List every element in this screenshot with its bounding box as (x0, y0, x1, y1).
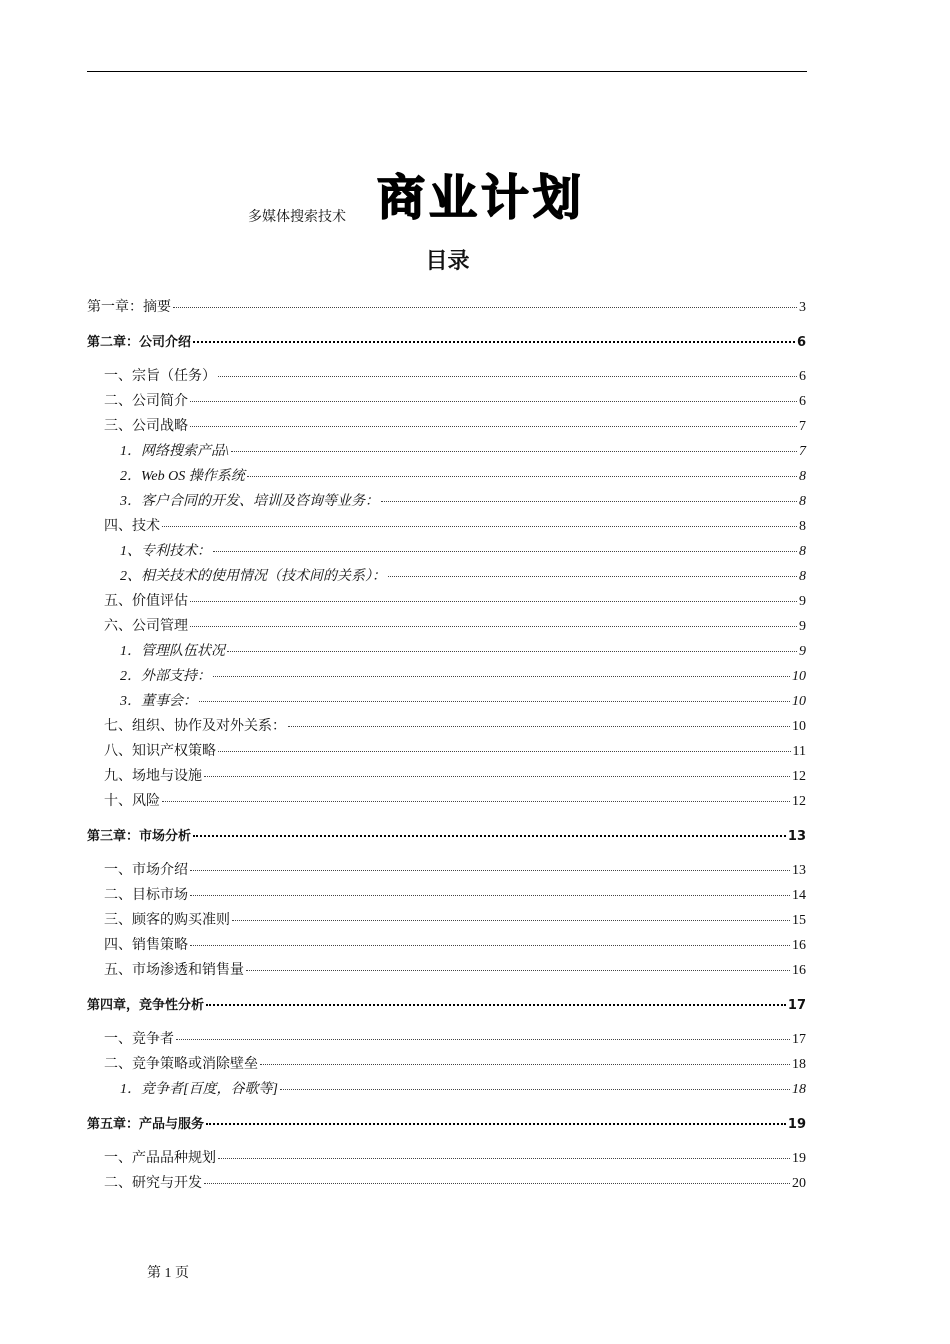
toc-entry-title: 二、竞争策略或消除壁垒 (104, 1057, 258, 1072)
toc-dot-leader (231, 451, 797, 452)
toc-entry-page: 17 (792, 1032, 806, 1047)
toc-entry-page: 14 (792, 888, 806, 903)
toc-entry-page: 18 (792, 1057, 806, 1072)
toc-dot-leader (162, 526, 797, 527)
toc-entry-page: 9 (799, 644, 806, 659)
toc-entry[interactable] (104, 884, 806, 904)
toc-dot-leader (218, 376, 797, 377)
toc-entry-title: 1．管理队伍状况 (120, 644, 225, 659)
toc-entry-page: 11 (792, 744, 806, 759)
toc-entry-page: 17 (787, 998, 806, 1013)
toc-entry-title: 1、专利技术： (120, 544, 211, 559)
toc-entry[interactable] (104, 765, 806, 785)
toc-dot-leader (206, 1123, 786, 1125)
toc-dot-leader (381, 501, 797, 502)
toc-dot-leader (246, 970, 790, 971)
toc-entry[interactable] (104, 1053, 806, 1073)
toc-dot-leader (227, 651, 797, 652)
page-number: 第 1 页 (147, 1266, 189, 1281)
toc-dot-leader (204, 776, 790, 777)
toc-entry-page: 9 (799, 619, 806, 634)
toc-entry[interactable] (104, 1028, 806, 1048)
toc-entry[interactable] (120, 690, 806, 710)
toc-entry-title: 七、组织、协作及对外关系： (104, 719, 286, 734)
toc-entry[interactable] (87, 296, 806, 316)
toc-entry-title: 六、公司管理 (104, 619, 188, 634)
toc-dot-leader (193, 835, 786, 837)
toc-dot-leader (213, 551, 797, 552)
toc-entry[interactable] (104, 959, 806, 979)
toc-dot-leader (190, 945, 790, 946)
toc-entry-page: 8 (799, 494, 806, 509)
document-subtitle: 多媒体搜索技术 (248, 210, 346, 225)
toc-entry-title: 第一章：摘要 (87, 300, 171, 315)
toc-entry[interactable] (104, 590, 806, 610)
toc-entry-title: 五、价值评估 (104, 594, 188, 609)
toc-entry-page: 18 (792, 1082, 806, 1097)
toc-entry[interactable] (120, 665, 806, 685)
toc-entry-title: 一、宗旨（任务） (104, 369, 216, 384)
toc-entry-title: 第四章，竞争性分析 (87, 998, 205, 1013)
toc-entry-page: 9 (799, 594, 806, 609)
toc-entry[interactable] (104, 515, 806, 535)
toc-dot-leader (206, 1004, 786, 1006)
toc-entry-title: 五、市场渗透和销售量 (104, 963, 244, 978)
toc-entry[interactable] (87, 1113, 806, 1133)
toc-entry-title: 3．客户合同的开发、培训及咨询等业务： (120, 494, 379, 509)
toc-entry-page: 7 (799, 419, 806, 434)
toc-entry-page: 8 (799, 469, 806, 484)
toc-entry-page: 8 (799, 544, 806, 559)
toc-dot-leader (176, 1039, 790, 1040)
toc-entry[interactable] (104, 1147, 806, 1167)
toc-entry[interactable] (87, 825, 806, 845)
toc-entry[interactable] (104, 934, 806, 954)
toc-entry-title: 二、研究与开发 (104, 1176, 202, 1191)
toc-entry-title: 八、知识产权策略 (104, 744, 216, 759)
toc-entry[interactable] (87, 994, 806, 1014)
toc-dot-leader (190, 426, 797, 427)
toc-entry-page: 8 (799, 519, 806, 534)
toc-entry[interactable] (87, 331, 806, 351)
toc-entry-title: 2．Web OS 操作系统 (120, 469, 245, 484)
toc-entry[interactable] (104, 790, 806, 810)
toc-entry-title: 三、顾客的购买准则 (104, 913, 230, 928)
toc-entry[interactable] (104, 740, 806, 760)
toc-entry[interactable] (120, 565, 806, 585)
toc-dot-leader (280, 1089, 790, 1090)
toc-entry-title: 十、风险 (104, 794, 160, 809)
toc-entry-title: 3．董事会： (120, 694, 197, 709)
toc-entry-title: 1．竞争者[百度，谷歌等] (120, 1082, 278, 1097)
toc-entry-page: 12 (792, 769, 806, 784)
toc-entry[interactable] (120, 1078, 806, 1098)
toc-entry-page: 16 (792, 963, 806, 978)
toc-entry[interactable] (120, 640, 806, 660)
toc-dot-leader (190, 601, 797, 602)
toc-entry-title: 第五章：产品与服务 (87, 1117, 205, 1132)
toc-entry[interactable] (120, 465, 806, 485)
toc-entry-title: 二、目标市场 (104, 888, 188, 903)
toc-dot-leader (193, 341, 795, 343)
toc-entry-page: 12 (792, 794, 806, 809)
toc-entry-title: 一、市场介绍 (104, 863, 188, 878)
toc-entry-title: 一、竞争者 (104, 1032, 174, 1047)
toc-entry-page: 6 (799, 369, 806, 384)
toc-entry-title: 四、技术 (104, 519, 160, 534)
toc-dot-leader (218, 751, 791, 752)
toc-dot-leader (247, 476, 797, 477)
toc-dot-leader (388, 576, 797, 577)
title-block (0, 172, 950, 232)
toc-dot-leader (199, 701, 790, 702)
toc-entry-page: 13 (787, 829, 806, 844)
toc-entry-page: 16 (792, 938, 806, 953)
toc-entry[interactable] (104, 415, 806, 435)
toc-dot-leader (260, 1064, 790, 1065)
toc-entry-title: 1．网络搜索产品\ (120, 444, 229, 459)
toc-dot-leader (204, 1183, 790, 1184)
toc-entry[interactable] (120, 540, 806, 560)
toc-entry-page: 10 (792, 694, 806, 709)
toc-entry[interactable] (104, 365, 806, 385)
toc-dot-leader (232, 920, 790, 921)
toc-entry-title: 第三章：市场分析 (87, 829, 192, 844)
toc-entry-title: 2、相关技术的使用情况（技术间的关系）： (120, 569, 386, 584)
toc-entry[interactable] (104, 390, 806, 410)
document-title: 商业计划 (377, 170, 586, 226)
toc-entry-page: 7 (799, 444, 806, 459)
toc-dot-leader (190, 870, 790, 871)
toc-entry[interactable] (120, 440, 806, 460)
toc-entry-page: 8 (799, 569, 806, 584)
toc-entry-page: 19 (792, 1151, 806, 1166)
toc-entry-page: 13 (792, 863, 806, 878)
toc-dot-leader (190, 401, 797, 402)
toc-entry[interactable] (104, 1172, 806, 1192)
toc-entry-title: 二、公司简介 (104, 394, 188, 409)
header-rule (87, 71, 807, 72)
toc-entry[interactable] (104, 615, 806, 635)
toc-dot-leader (173, 307, 797, 308)
toc-entry-page: 15 (792, 913, 806, 928)
toc-entry-page: 20 (792, 1176, 806, 1191)
toc-entry-page: 10 (792, 719, 806, 734)
toc-entry-page: 3 (799, 300, 806, 315)
toc-dot-leader (190, 895, 790, 896)
toc-entry-page: 6 (796, 335, 806, 350)
toc-entry[interactable] (120, 490, 806, 510)
toc-entry-title: 三、公司战略 (104, 419, 188, 434)
toc-dot-leader (162, 801, 790, 802)
toc-dot-leader (218, 1158, 790, 1159)
toc-entry[interactable] (104, 909, 806, 929)
toc-dot-leader (288, 726, 790, 727)
toc-entry-page: 6 (799, 394, 806, 409)
toc-heading: 目录 (425, 249, 470, 274)
toc-entry[interactable] (104, 715, 806, 735)
toc-entry-page: 19 (787, 1117, 806, 1132)
toc-entry[interactable] (104, 859, 806, 879)
toc-entry-title: 九、场地与设施 (104, 769, 202, 784)
toc-entry-title: 2．外部支持： (120, 669, 211, 684)
toc-entry-title: 四、销售策略 (104, 938, 188, 953)
toc-entry-page: 10 (792, 669, 806, 684)
toc-dot-leader (213, 676, 790, 677)
toc-entry-title: 一、产品品种规划 (104, 1151, 216, 1166)
toc-entry-title: 第二章：公司介绍 (87, 335, 192, 350)
toc-dot-leader (190, 626, 797, 627)
